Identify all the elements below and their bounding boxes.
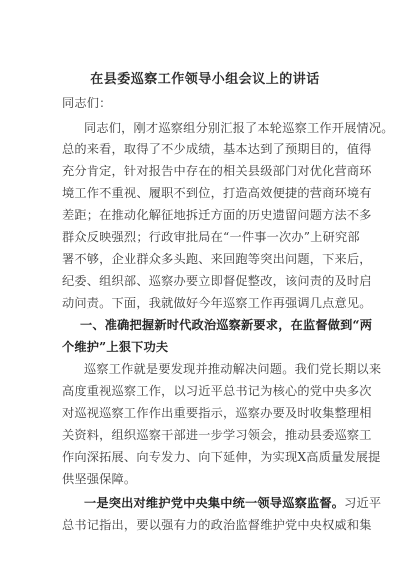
paragraph-line: 高度重视巡察工作，以习近平总书记为核心的党中央多次 <box>62 384 372 398</box>
paragraph-line: 关资料，组织巡察干部进一步学习领会，推动县委巡察工 <box>62 428 372 442</box>
paragraph-line: 动问责。下面，我就做好今年巡察工作再强调几点意见。 <box>62 296 372 310</box>
paragraph-line: 纪委、组织部、巡察办要立即督促整改，该问责的及时启 <box>62 274 372 288</box>
paragraph-line: 巡察工作就是要发现并推动解决问题。我们党长期以来 <box>84 362 382 376</box>
paragraph-text: 习近平 <box>344 496 382 510</box>
section-heading-line: 个维护”上狠下功夫 <box>62 340 169 354</box>
salutation: 同志们： <box>62 96 112 110</box>
paragraph-line: 署不够，企业群众多头跑、来回跑等突出问题，下来后， <box>62 252 372 266</box>
paragraph-line: 供坚强保障。 <box>62 472 137 486</box>
paragraph-line: 同志们，刚才巡察组分别汇报了本轮巡察工作开展情况。 <box>84 121 394 135</box>
paragraph-line: 充分肯定，针对报告中存在的相关县级部门对优化营商环 <box>62 164 372 178</box>
emphasis-text: 一是突出对维护党中央集中统一领导巡察监督。 <box>84 496 345 510</box>
paragraph-line <box>62 496 382 511</box>
paragraph-line: 总书记指出，要以强有力的政治监督维护党中央权威和集 <box>62 518 372 532</box>
document-title: 在县委巡察工作领导小组会议上的讲话 <box>90 72 320 87</box>
section-heading-line: 一、准确把握新时代政治巡察新要求，在监督做到“两 <box>80 318 373 332</box>
paragraph-line: 境工作不重视、履职不到位，打造高效便捷的营商环境有 <box>62 186 372 200</box>
paragraph-line: 总的来看，取得了不少成绩，基本达到了预期目的，值得 <box>62 142 372 156</box>
paragraph-line: 对巡视巡察工作作出重要指示，巡察办要及时收集整理相 <box>62 406 372 420</box>
paragraph-line: 作向深拓展、向专发力、向下延伸，为实现X高质量发展提 <box>62 450 381 464</box>
paragraph-line: 差距；在推动化解征地拆迁方面的历史遗留问题方法不多 <box>62 208 372 222</box>
paragraph-line: 群众反映强烈；行政审批局在“一件事一次办”上研究部 <box>62 230 360 244</box>
